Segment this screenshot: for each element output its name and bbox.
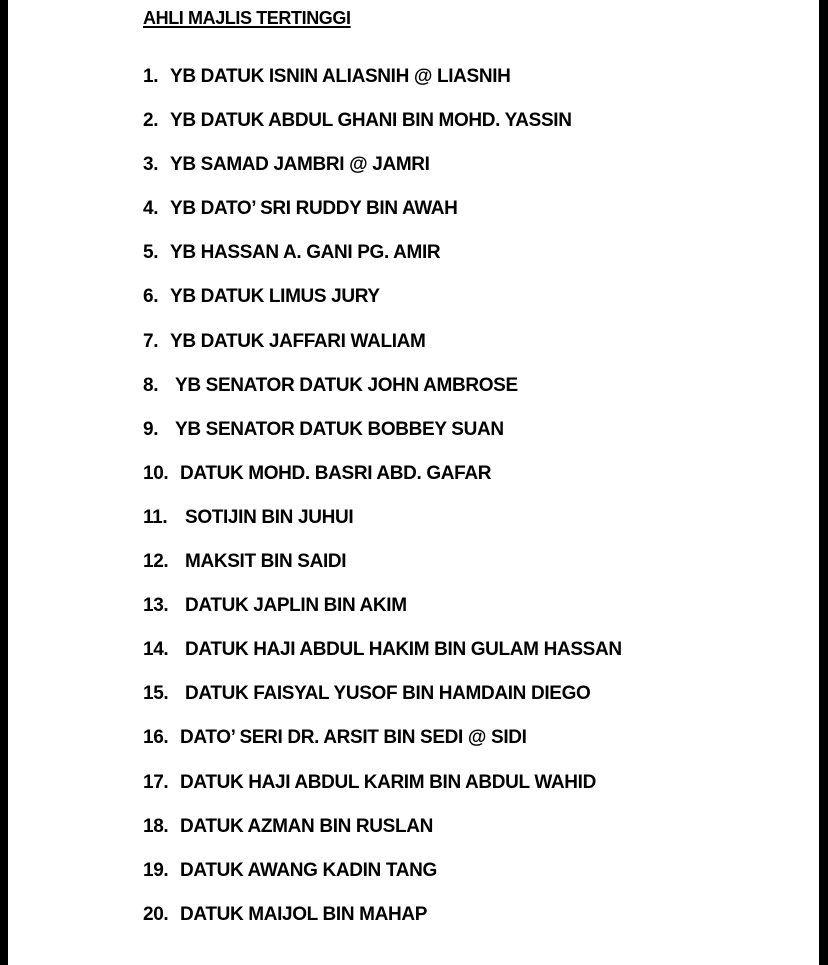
- list-item: [143, 551, 622, 595]
- list-item: [143, 727, 622, 771]
- item-number: 1.: [143, 66, 159, 87]
- member-name: YB DATUK JAFFARI WALIAM: [170, 330, 426, 352]
- list-item: [143, 331, 622, 375]
- list-item: [143, 507, 622, 551]
- member-name: YB SAMAD JAMBRI @ JAMRI: [170, 154, 430, 176]
- item-number: 9.: [143, 418, 159, 440]
- item-number: 3.: [143, 154, 159, 176]
- member-name: YB DATUK ISNIN ALIASNIH @ LIASNIH: [170, 66, 511, 87]
- member-name: DATUK AZMAN BIN RUSLAN: [180, 815, 433, 837]
- item-number: 17.: [143, 771, 169, 793]
- list-item: [143, 66, 622, 110]
- member-name: DATUK MAIJOL BIN MAHAP: [180, 903, 428, 925]
- list-item: [143, 595, 622, 639]
- item-number: 20.: [143, 903, 169, 925]
- list-item: [143, 110, 622, 154]
- item-number: 10.: [143, 462, 169, 484]
- member-name: DATUK AWANG KADIN TANG: [180, 859, 437, 881]
- list-item: [143, 286, 622, 330]
- list-item: [143, 683, 622, 727]
- member-name: DATUK JAPLIN BIN AKIM: [185, 595, 407, 617]
- list-item: [143, 772, 622, 816]
- list-item: [143, 198, 622, 242]
- list-item: [143, 242, 622, 286]
- item-number: 12.: [143, 551, 169, 573]
- document-title: AHLI MAJLIS TERTINGGI: [143, 8, 351, 28]
- member-name: MAKSIT BIN SAIDI: [185, 551, 347, 573]
- member-name: YB DATUK ABDUL GHANI BIN MOHD. YASSIN: [170, 110, 572, 132]
- member-name: DATUK HAJI ABDUL HAKIM BIN GULAM HASSAN: [185, 639, 622, 661]
- member-name: YB DATO’ SRI RUDDY BIN AWAH: [170, 198, 458, 220]
- list-item: [143, 639, 622, 683]
- list-item: [143, 419, 622, 463]
- item-number: 8.: [143, 374, 159, 396]
- list-item: [143, 816, 622, 860]
- member-name: DATUK FAISYAL YUSOF BIN HAMDAIN DIEGO: [185, 683, 591, 705]
- item-number: 11.: [143, 506, 168, 528]
- item-number: 6.: [143, 286, 159, 308]
- item-number: 14.: [143, 639, 169, 661]
- item-number: 19.: [143, 859, 169, 881]
- list-item: [143, 375, 622, 419]
- list-item: [143, 154, 622, 198]
- member-name: YB DATUK LIMUS JURY: [170, 286, 380, 308]
- list-item: [143, 904, 622, 948]
- list-item: [143, 860, 622, 904]
- item-number: 2.: [143, 110, 159, 132]
- member-name: SOTIJIN BIN JUHUI: [185, 506, 354, 528]
- item-number: 13.: [143, 595, 169, 617]
- member-name: DATO’ SERI DR. ARSIT BIN SEDI @ SIDI: [180, 727, 527, 749]
- member-name: YB SENATOR DATUK JOHN AMBROSE: [175, 374, 518, 396]
- member-name: DATUK HAJI ABDUL KARIM BIN ABDUL WAHID: [180, 771, 596, 793]
- item-number: 16.: [143, 727, 169, 749]
- item-number: 7.: [143, 330, 159, 352]
- member-name: YB HASSAN A. GANI PG. AMIR: [170, 242, 441, 264]
- member-name: YB SENATOR DATUK BOBBEY SUAN: [175, 418, 504, 440]
- item-number: 18.: [143, 815, 169, 837]
- member-list: [143, 66, 622, 948]
- item-number: 5.: [143, 242, 159, 264]
- member-name: DATUK MOHD. BASRI ABD. GAFAR: [180, 462, 492, 484]
- item-number: 15.: [143, 683, 169, 705]
- list-item: [143, 463, 622, 507]
- document-page: [8, 0, 819, 965]
- item-number: 4.: [143, 198, 159, 220]
